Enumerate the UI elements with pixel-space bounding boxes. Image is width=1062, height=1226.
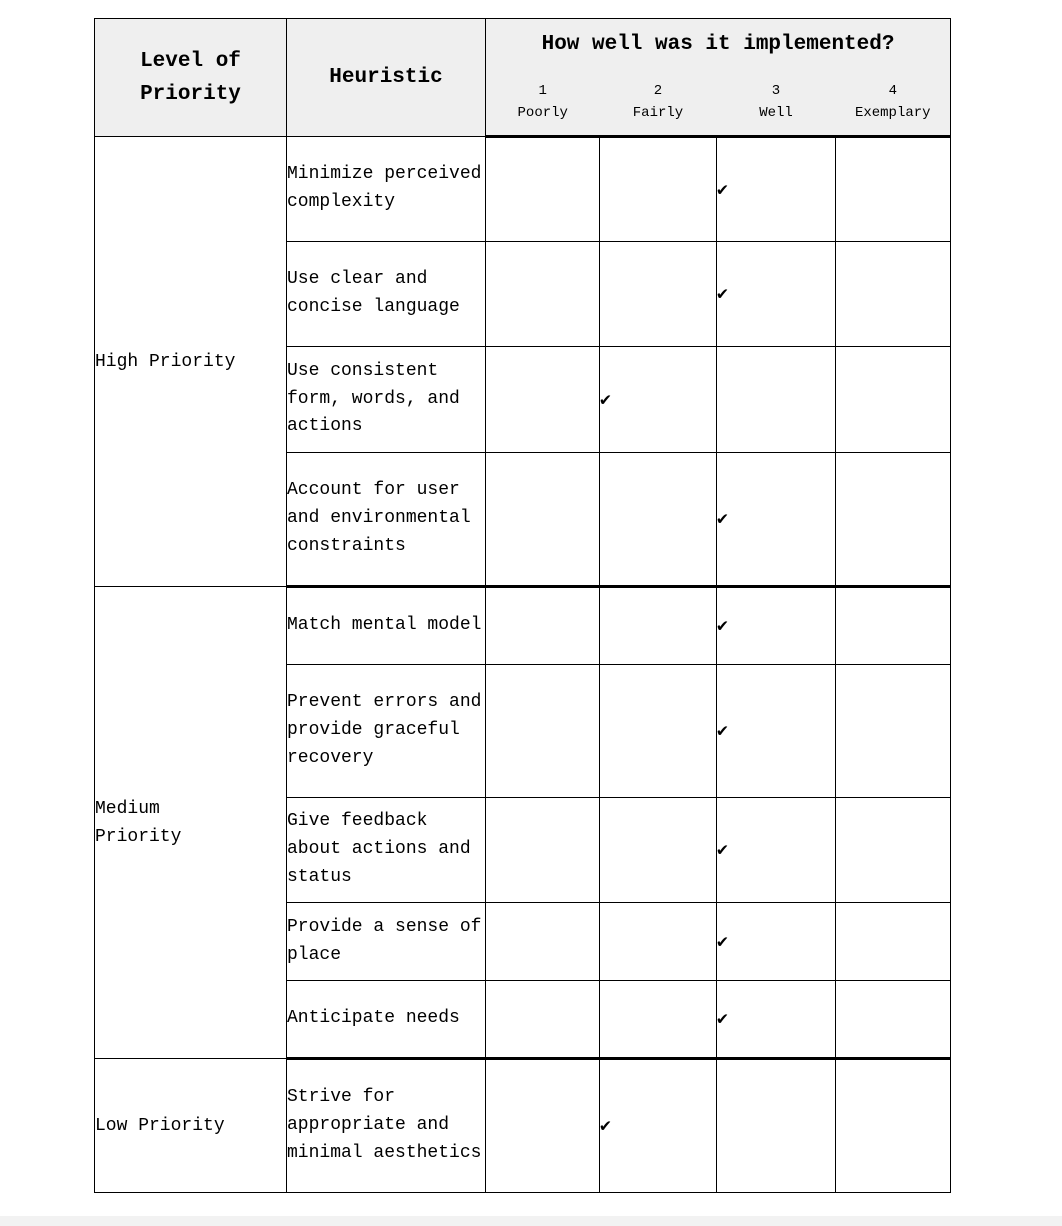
rating-cell-4 — [836, 1059, 951, 1193]
rating-cell-3 — [717, 453, 836, 587]
heuristic-header: Heuristic — [287, 19, 486, 137]
check-mark-icon: ✔ — [600, 390, 611, 411]
heuristic-cell: Prevent errors and provide graceful recovery — [287, 665, 486, 798]
rating-cell-2 — [600, 242, 717, 347]
check-mark-icon: ✔ — [717, 180, 728, 201]
check-mark-icon: ✔ — [717, 722, 728, 742]
rating-label: Well — [759, 105, 793, 121]
rating-cell-3 — [717, 798, 836, 903]
heuristic-cell: Provide a sense of place — [287, 903, 486, 981]
rating-cell-3 — [717, 242, 836, 347]
table-header — [95, 19, 951, 137]
rating-cell-4 — [836, 903, 951, 981]
rating-cell-3 — [717, 587, 836, 665]
heuristic-cell: Match mental model — [287, 587, 486, 665]
rating-cell-3 — [717, 665, 836, 798]
rating-cell-2 — [600, 587, 717, 665]
rating-cell-4 — [836, 587, 951, 665]
rating-cell-2 — [600, 453, 717, 587]
rating-header-4 — [836, 69, 951, 137]
rating-cell-1 — [486, 798, 600, 903]
check-mark-icon: ✔ — [717, 841, 728, 861]
implementation-header: How well was it implemented? — [486, 19, 951, 70]
priority-level-cell: High Priority — [95, 137, 287, 587]
rating-cell-1 — [486, 137, 600, 242]
check-mark-icon: ✔ — [717, 510, 728, 530]
rating-cell-4 — [836, 453, 951, 587]
rating-header-1 — [486, 69, 600, 137]
rating-number: 2 — [653, 83, 663, 99]
heuristic-cell: Strive for appropriate and minimal aesthetics — [287, 1059, 486, 1193]
rating-number: 1 — [538, 83, 547, 99]
rating-cell-1 — [486, 453, 600, 587]
priority-level-cell: Medium Priority — [95, 587, 287, 1059]
table-row — [95, 1059, 951, 1193]
priority-level-cell: Low Priority — [95, 1059, 287, 1193]
rating-cell-3 — [717, 981, 836, 1059]
heuristic-evaluation-table — [94, 18, 951, 1193]
check-mark-icon: ✔ — [717, 617, 728, 637]
rating-cell-3 — [717, 347, 836, 453]
rating-cell-2 — [600, 981, 717, 1059]
rating-cell-1 — [486, 1059, 600, 1193]
rating-cell-3 — [717, 137, 836, 242]
heuristic-cell: Give feedback about actions and status — [287, 798, 486, 903]
rating-label: Exemplary — [854, 105, 931, 121]
rating-cell-1 — [486, 587, 600, 665]
rating-cell-4 — [836, 137, 951, 242]
heuristic-cell: Anticipate needs — [287, 981, 486, 1059]
rating-cell-3 — [717, 903, 836, 981]
rating-cell-1 — [486, 903, 600, 981]
rating-cell-2 — [600, 903, 717, 981]
page-bottom-strip — [0, 1216, 1062, 1226]
rating-label: Poorly — [517, 105, 568, 121]
rating-cell-4 — [836, 798, 951, 903]
heuristic-cell: Account for user and environmental constraints — [287, 453, 486, 587]
check-mark-icon: ✔ — [717, 932, 728, 953]
rating-cell-4 — [836, 347, 951, 453]
rating-number: 4 — [888, 83, 897, 99]
rating-cell-2 — [600, 665, 717, 798]
rating-label: Fairly — [632, 105, 684, 121]
rating-cell-2 — [600, 1059, 717, 1193]
table-row — [95, 587, 951, 665]
check-mark-icon: ✔ — [717, 285, 728, 305]
heuristic-cell: Use consistent form, words, and actions — [287, 347, 486, 453]
heuristic-cell: Minimize perceived complexity — [287, 137, 486, 242]
rating-cell-3 — [717, 1059, 836, 1193]
rating-cell-4 — [836, 665, 951, 798]
rating-cell-4 — [836, 981, 951, 1059]
rating-cell-2 — [600, 347, 717, 453]
level-of-priority-header: Level of Priority — [95, 19, 287, 137]
rating-cell-1 — [486, 665, 600, 798]
check-mark-icon: ✔ — [717, 1010, 728, 1030]
rating-cell-1 — [486, 981, 600, 1059]
rating-cell-1 — [486, 347, 600, 453]
table-body — [95, 137, 951, 1193]
rating-header-3 — [717, 69, 836, 137]
rating-cell-2 — [600, 798, 717, 903]
rating-cell-2 — [600, 137, 717, 242]
table-row — [95, 137, 951, 242]
rating-cell-1 — [486, 242, 600, 347]
rating-number: 3 — [771, 83, 781, 99]
rating-header-2 — [600, 69, 717, 137]
rating-cell-4 — [836, 242, 951, 347]
check-mark-icon: ✔ — [600, 1117, 611, 1137]
heuristic-cell: Use clear and concise language — [287, 242, 486, 347]
